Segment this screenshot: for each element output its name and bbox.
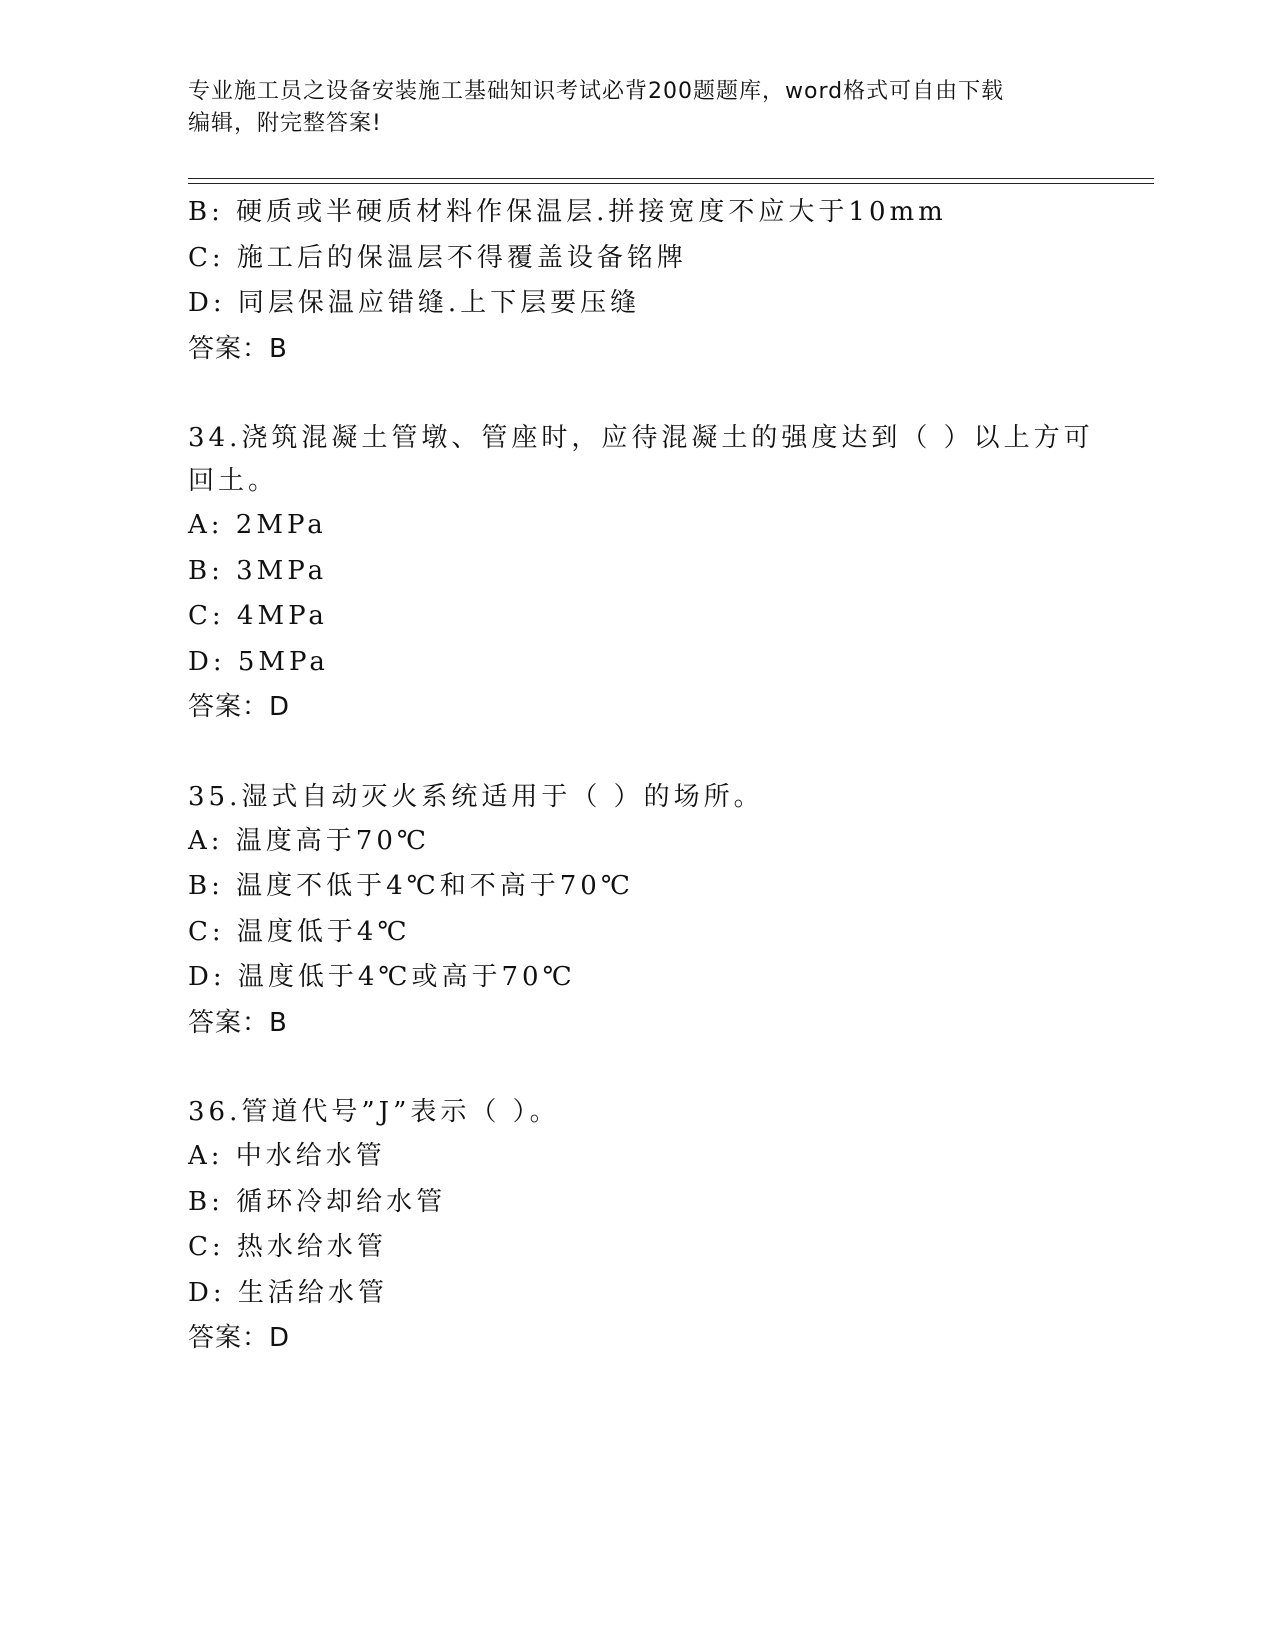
question-stem-line-1: 35.湿式自动灭火系统适用于（ ）的场所。 — [188, 781, 764, 812]
question-stem-line-2: 回土。 — [188, 466, 279, 496]
spacer — [188, 372, 1088, 417]
header-divider-top — [188, 178, 1154, 179]
header-divider-bottom — [188, 183, 1154, 184]
question-35 — [188, 776, 1088, 1047]
header-title-line-1: 专业施工员之设备安装施工基础知识考试必背200题题库，word格式可自由下载 — [188, 79, 1005, 104]
question-33-continued — [188, 190, 1088, 372]
option-c: C: 温度低于4℃ — [188, 916, 411, 947]
question-34 — [188, 417, 1094, 731]
answer-line: 答案：B — [188, 1007, 288, 1038]
answer-line: 答案：B — [188, 333, 288, 364]
option-d: D: 温度低于4℃或高于70℃ — [188, 962, 576, 992]
option-c: C: 热水给水管 — [188, 1232, 387, 1262]
spacer — [188, 731, 1088, 776]
question-stem-line-1: 34.浇筑混凝土管墩、管座时，应待混凝土的强度达到（ ）以上方可 — [188, 423, 1094, 453]
option-a: A: 中水给水管 — [188, 1141, 386, 1171]
spacer — [188, 1046, 1088, 1091]
option-b: B: 硬质或半硬质材料作保温层.拼接宽度不应大于10mm — [188, 197, 947, 227]
answer-line: 答案：D — [188, 692, 291, 722]
option-c: C: 施工后的保温层不得覆盖设备铭牌 — [188, 242, 687, 273]
option-b: B: 循环冷却给水管 — [188, 1186, 447, 1217]
option-c: C: 4MPa — [188, 601, 328, 631]
document-header — [188, 76, 1078, 140]
option-d: D: 生活给水管 — [188, 1277, 388, 1308]
option-a: A: 2MPa — [188, 510, 327, 540]
header-title-line-2: 编辑，附完整答案! — [188, 111, 382, 136]
question-36 — [188, 1091, 1088, 1362]
option-d: D: 同层保温应错缝.上下层要压缝 — [188, 288, 641, 318]
option-d: D: 5MPa — [188, 646, 329, 677]
answer-line: 答案：D — [188, 1323, 291, 1353]
option-b: B: 温度不低于4℃和不高于70℃ — [188, 871, 634, 901]
option-a: A: 温度高于70℃ — [188, 825, 430, 856]
question-list — [188, 190, 1094, 1362]
question-stem-line-1: 36.管道代号”J”表示（ ）。 — [188, 1097, 560, 1127]
option-b: B: 3MPa — [188, 555, 328, 586]
